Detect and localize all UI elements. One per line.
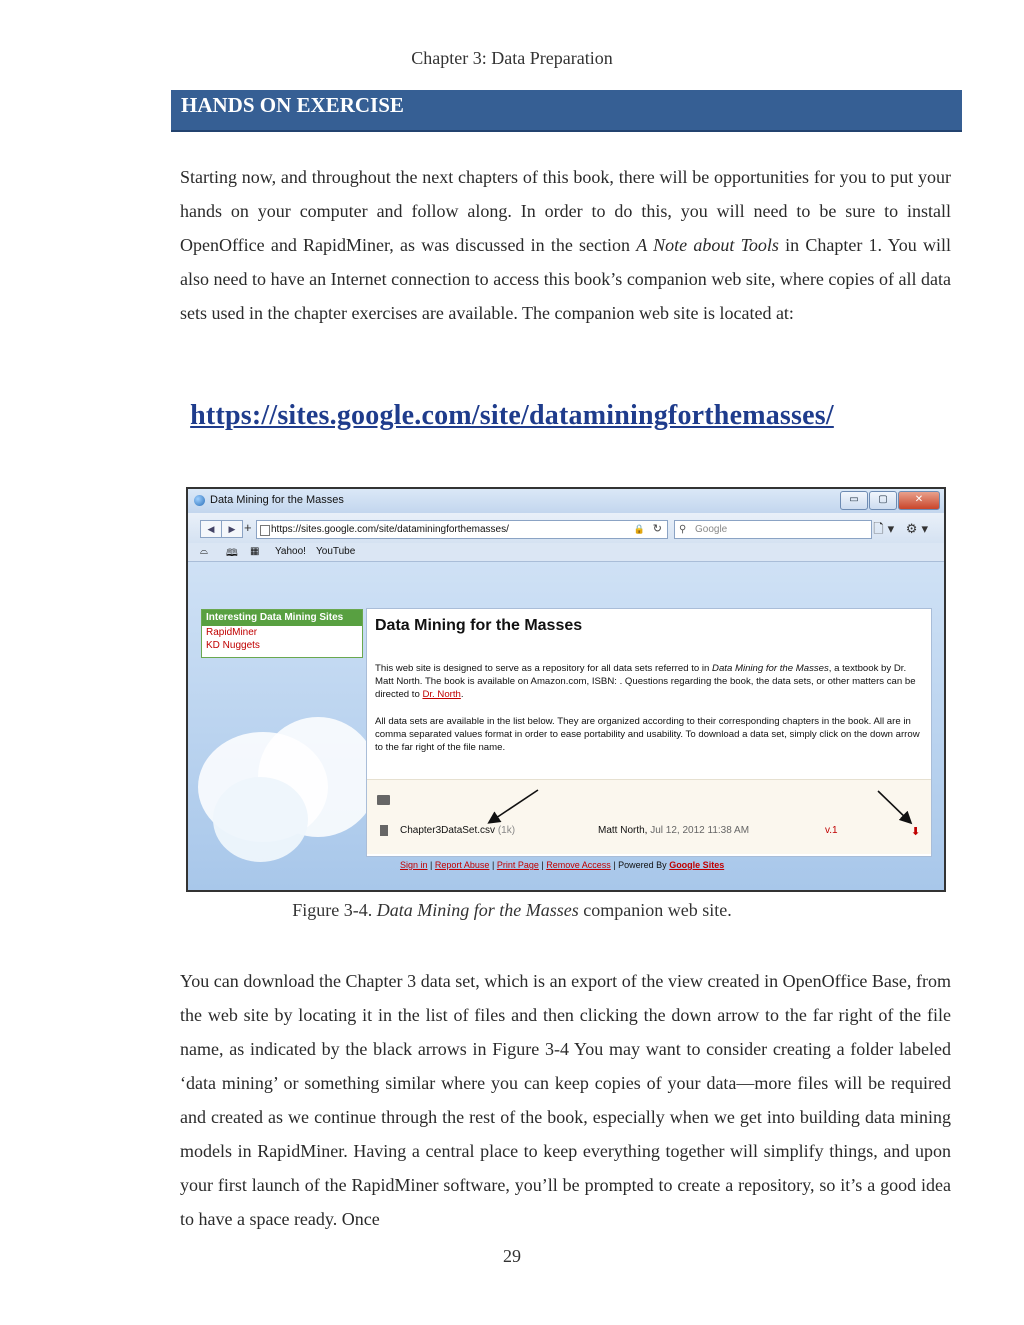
minimize-button[interactable]: ▭: [840, 491, 868, 510]
close-button[interactable]: ✕: [898, 491, 940, 510]
sign-in-link[interactable]: Sign in: [400, 860, 428, 870]
site-p1-b: , a textbook by Dr. Matt North. The book is available on Amazon.com, ISBN: . Questions regarding the book, the data sets, or other matters can be directed to: [375, 663, 916, 700]
intro-paragraph: [180, 160, 951, 330]
powered-by-label: Powered By: [618, 860, 667, 870]
footer-separator: |: [613, 860, 616, 870]
file-size: (1k): [497, 825, 516, 836]
print-page-link[interactable]: Print Page: [496, 860, 539, 870]
reload-icon[interactable]: ↻: [652, 523, 662, 535]
google-sites-link[interactable]: Google Sites: [669, 860, 725, 870]
figure-caption: [0, 900, 1024, 921]
site-p1-a: This web site is designed to serve as a repository for all data sets referred to in: [375, 663, 713, 674]
download-arrow-icon[interactable]: ⬇: [911, 826, 921, 838]
file-name-text: Chapter3DataSet.csv: [400, 825, 496, 836]
intro-text-a: Starting now, and throughout the next chapters of this book, there will be opportunities for you to put your hands on your computer and follow along. In order to do this, you will need to be sure to install OpenOffice and RapidMiner, as was discussed in the section: [180, 167, 951, 255]
address-text: https://sites.google.com/site/dataminingforthemasses/: [271, 524, 509, 535]
sidebar-link-rapidminer[interactable]: RapidMiner: [206, 627, 258, 638]
sidebar-heading: Interesting Data Mining Sites: [202, 610, 362, 626]
reader-icon[interactable]: ⌓: [200, 546, 208, 557]
running-header: Chapter 3: Data Preparation: [411, 48, 613, 68]
caption-prefix: Figure 3-4.: [292, 900, 377, 920]
caption-italic: Data Mining for the Masses: [376, 900, 579, 920]
new-tab-button[interactable]: +: [244, 520, 252, 535]
lock-icon: 🔒: [633, 524, 645, 534]
search-placeholder: Google: [695, 524, 728, 535]
maximize-button[interactable]: ▢: [869, 491, 897, 510]
arrow-to-file-icon: [490, 790, 538, 822]
back-button[interactable]: ◀: [200, 520, 222, 538]
window-title: Data Mining for the Masses: [210, 494, 344, 506]
file-author-text: Matt North,: [598, 825, 648, 836]
file-date: Jul 12, 2012 11:38 AM: [650, 825, 750, 836]
book-icon[interactable]: 🕮: [226, 548, 238, 559]
remove-access-link[interactable]: Remove Access: [546, 860, 611, 870]
site-p1-c: .: [460, 689, 464, 700]
footer-separator: |: [541, 860, 544, 870]
footer-separator: |: [491, 860, 495, 870]
caption-suffix: companion web site.: [578, 900, 732, 920]
page-number: 29: [503, 1246, 521, 1266]
sidebar-link-kdnuggets[interactable]: KD Nuggets: [206, 640, 260, 651]
arrow-to-download-icon: [878, 791, 910, 822]
footer-separator: |: [430, 860, 433, 870]
site-title: Data Mining for the Masses: [375, 617, 583, 634]
search-icon: ⚲: [679, 524, 687, 535]
bookmark-youtube[interactable]: YouTube: [316, 546, 356, 557]
download-paragraph: You can download the Chapter 3 data set, which is an export of the view created in OpenOffice Base, from the web site by locating it in the list of files and then clicking the down arrow to the far right of the file name, as indicated by the black arrows in Figure 3-4 You may want to consider creating a folder labeled ‘data mining’ or something similar where you can keep copies of your data—more files will be required and created as we continue through the rest of the book, especially when we get into building data mining models in RapidMiner. Having a central place to keep everything together will simplify things, and upon your first launch of the RapidMiner software, you’ll be prompted to create a repository, so it’s a good idea to have a space ready. Once: [180, 971, 951, 1229]
site-p1-italic: Data Mining for the Masses: [712, 663, 829, 674]
browser-screenshot: [186, 487, 946, 892]
site-datasets-text: All data sets are available in the list below. They are organized according to their corresponding chapters in the book. All are in comma separated values format in order to ease portability and usability. To download a data set, simply click on the down arrow to the far right of the file name.: [375, 716, 920, 753]
file-version[interactable]: v.1: [825, 825, 838, 836]
apps-icon[interactable]: ▦: [250, 546, 260, 557]
companion-site-link[interactable]: https://sites.google.com/site/dataminingforthemasses/: [190, 400, 834, 431]
annotation-arrows: [188, 489, 944, 890]
exercise-banner: HANDS ON EXERCISE: [171, 90, 962, 132]
dr-north-link[interactable]: Dr. North: [422, 689, 461, 700]
page-tools-icon[interactable]: 🗋▾ ⚙▾: [873, 521, 932, 536]
report-abuse-link[interactable]: Report Abuse: [434, 860, 490, 870]
intro-text-b: in Chapter 1. You will also need to have an Internet connection to access this book’s companion web site, where copies of all data sets used in the chapter exercises are available. The companion web site is located at:: [180, 235, 952, 323]
forward-button[interactable]: ▶: [221, 520, 243, 538]
bookmark-yahoo[interactable]: Yahoo!: [275, 546, 306, 557]
intro-italic: A Note about Tools: [636, 235, 779, 255]
